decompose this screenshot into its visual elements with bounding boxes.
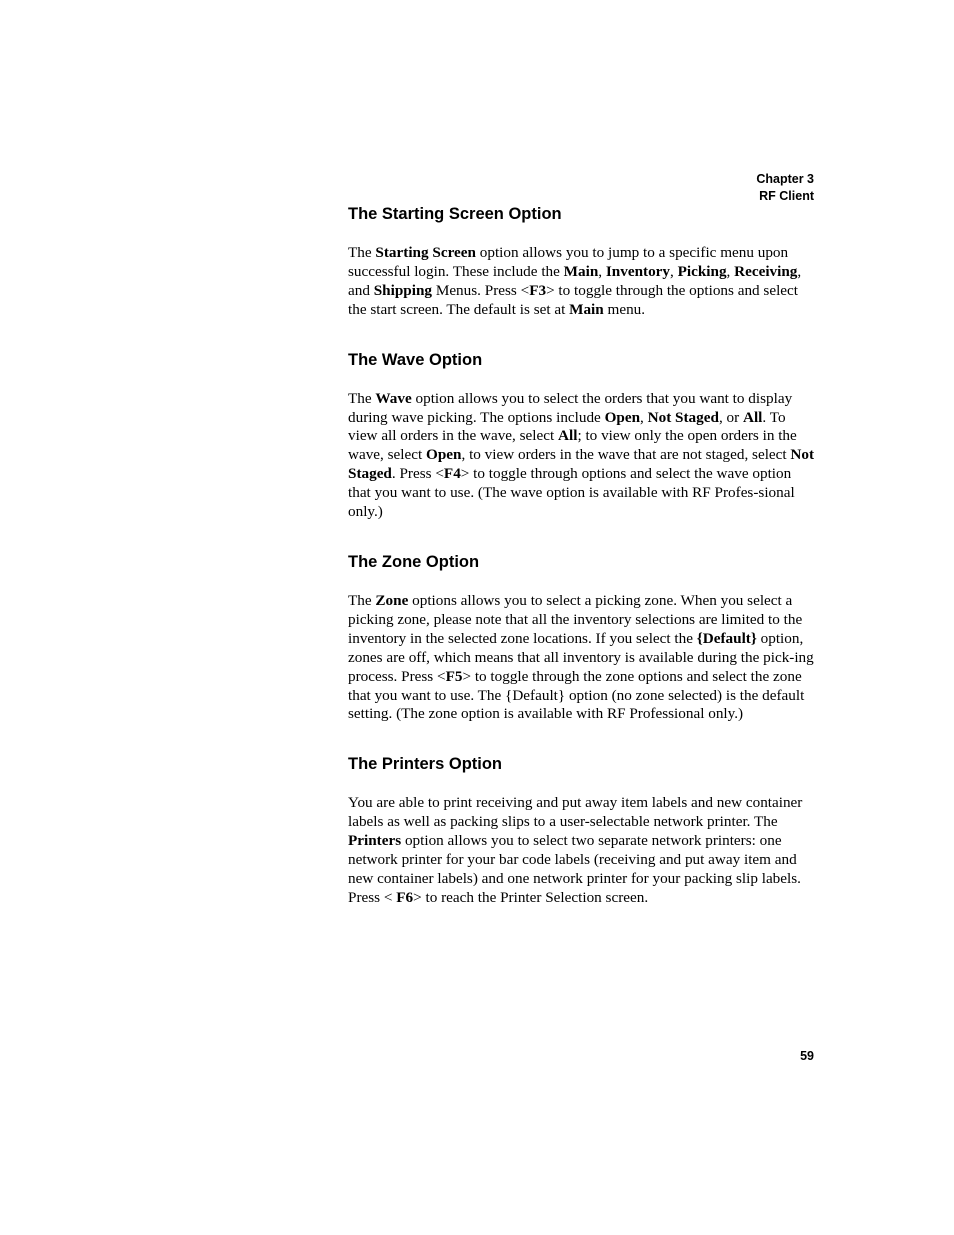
main-content	[348, 203, 816, 937]
text-run: . Press <	[391, 465, 444, 483]
bold-term: Not Staged	[647, 408, 719, 426]
text-run: ,	[640, 408, 648, 426]
text-run: option allows you to select the orders that you want to display during wave picking. The options include	[348, 389, 793, 426]
bold-term: Inventory	[605, 262, 670, 280]
bold-term: Main	[563, 262, 599, 280]
running-head	[756, 171, 814, 205]
text-run: option allows you to jump to a specific menu upon successful login. These include the	[348, 244, 789, 280]
section-starting-screen	[348, 203, 816, 320]
bold-term: Open	[426, 446, 462, 464]
text-run: option, zones are off, which means that all inventory is available during the pick-ing process. Press <	[348, 629, 814, 685]
text-run: ,	[726, 262, 735, 280]
text-run: The	[348, 244, 376, 261]
bold-term: Main	[569, 300, 604, 318]
text-run: > to reach the Printer Selection screen.	[413, 888, 649, 906]
text-run: Menus. Press <	[432, 281, 530, 299]
bold-term: Receiving	[734, 262, 798, 280]
text-run: menu.	[603, 300, 646, 318]
section-paragraph	[348, 592, 816, 724]
page-number: 59	[800, 1049, 814, 1063]
text-run: option allows you to select two separate network printers: one network printer for your bar code labels (receiving and put away item and new container labels) and one network printer for your packing slip labels. Press <	[348, 832, 801, 906]
text-run: . To view all orders in the wave, select	[348, 408, 786, 445]
section-zone	[348, 551, 816, 724]
text-run: , or	[718, 408, 743, 426]
bold-term: F6	[396, 888, 414, 906]
section-paragraph	[348, 244, 816, 320]
bold-term: Shipping	[373, 281, 433, 299]
bold-term: Not Staged	[348, 446, 815, 483]
bold-term: Zone	[375, 591, 409, 609]
bold-term: {Default}	[696, 629, 757, 647]
text-run: You are able to print receiving and put away item labels and new container labels as well as packing slips to a user-selectable network printer. The	[348, 794, 803, 831]
bold-term: F3	[529, 281, 547, 299]
section-paragraph	[348, 390, 816, 522]
bold-term: Starting Screen	[375, 244, 476, 261]
bold-term: Open	[604, 408, 641, 426]
section-paragraph	[348, 794, 816, 907]
text-run: The	[348, 389, 376, 407]
section-wave	[348, 349, 816, 522]
bold-term: F5	[445, 667, 463, 685]
running-head-title: RF Client	[759, 189, 814, 203]
bold-term: Printers	[348, 832, 402, 850]
section-heading: The Printers Option	[348, 755, 503, 774]
text-run: The	[348, 591, 376, 609]
bold-term: Picking	[677, 262, 727, 280]
running-head-chapter: Chapter 3	[756, 172, 814, 186]
section-heading: The Starting Screen Option	[348, 205, 562, 223]
text-run: ; to view only the open orders in the wave, select	[348, 427, 797, 464]
section-heading: The Zone Option	[348, 552, 480, 571]
text-run: > to toggle through options and select the wave option that you want to use. (The wave option is available with RF Profes-sional only.)	[348, 465, 795, 521]
text-run: , and	[348, 262, 802, 299]
section-printers	[348, 753, 816, 907]
bold-term: Wave	[375, 389, 412, 407]
text-run: ,	[670, 262, 678, 280]
text-run: > to toggle through the options and select the start screen. The default is set at	[348, 281, 799, 318]
text-run: , to view orders in the wave that are not staged, select	[461, 446, 791, 464]
bold-term: F4	[443, 465, 461, 483]
section-heading: The Wave Option	[348, 350, 483, 369]
text-run: ,	[598, 262, 606, 280]
bold-term: All	[742, 408, 763, 426]
text-run: options allows you to select a picking zone. When you select a picking zone, please note that all the inventory selections are limited to the inventory in the selected zone locations. If you select the	[348, 591, 803, 647]
bold-term: All	[558, 427, 578, 445]
text-run: > to toggle through the zone options and select the zone that you want to use. The {Default} option (no zone selected) is the default setting. (The zone option is available with RF Professional only.)	[348, 667, 805, 723]
